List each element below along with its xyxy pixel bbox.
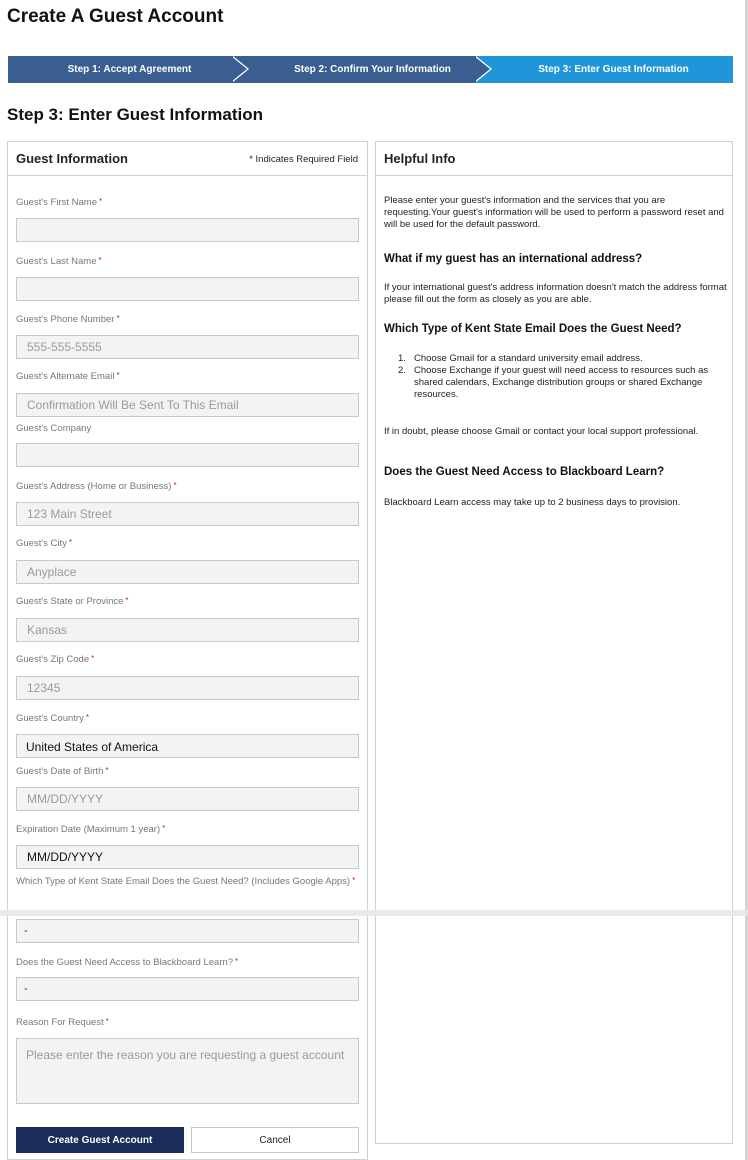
expiration-label: Expiration Date (Maximum 1 year) * — [16, 824, 166, 835]
first-name-input[interactable] — [16, 218, 359, 242]
reason-textarea[interactable] — [16, 1038, 359, 1104]
required-marker: * — [85, 713, 89, 722]
last-name-input[interactable] — [16, 277, 359, 301]
address-label: Guest's Address (Home or Business) * — [16, 481, 177, 492]
guest-information-panel — [7, 141, 368, 1160]
help-answer-blackboard: Blackboard Learn access may take up to 2 business days to provision. — [384, 497, 681, 508]
address-input[interactable] — [16, 502, 359, 526]
city-label: Guest's City * — [16, 538, 73, 549]
helpful-info-panel — [375, 141, 733, 1144]
helpful-info-header — [376, 142, 732, 176]
required-marker: * — [116, 314, 120, 323]
required-marker: * — [98, 256, 102, 265]
page-title: Create A Guest Account — [7, 6, 224, 27]
step-arrow-2 — [474, 56, 490, 82]
phone-label: Guest's Phone Number * — [16, 314, 120, 325]
state-label: Guest's State or Province * — [16, 596, 129, 607]
required-marker: * — [105, 1017, 109, 1026]
city-input[interactable] — [16, 560, 359, 584]
help-question-blackboard: Does the Guest Need Access to Blackboard Learn? — [384, 466, 665, 478]
expiration-input[interactable] — [16, 845, 359, 869]
step-progress-bar — [8, 56, 733, 83]
country-select[interactable]: United States of America — [16, 734, 359, 758]
create-guest-account-button[interactable]: Create Guest Account — [16, 1127, 184, 1153]
country-label: Guest's Country * — [16, 713, 89, 724]
company-label: Guest's Company — [16, 423, 92, 434]
step-arrow-1 — [231, 56, 247, 82]
dob-label: Guest's Date of Birth * — [16, 766, 109, 777]
required-field-note: * Indicates Required Field — [249, 154, 358, 165]
company-input[interactable] — [16, 443, 359, 467]
step-2 — [251, 56, 494, 83]
alt-email-label: Guest's Alternate Email * — [16, 371, 120, 382]
required-marker: * — [91, 654, 95, 663]
phone-input[interactable] — [16, 335, 359, 359]
help-answer-email-type: If in doubt, please choose Gmail or contact your local support professional. — [384, 426, 699, 437]
helpful-info-title: Helpful Info — [384, 151, 456, 166]
required-marker: * — [105, 766, 109, 775]
zip-input[interactable] — [16, 676, 359, 700]
step-2-label: Step 2: Confirm Your Information — [294, 64, 451, 75]
step-1-label: Step 1: Accept Agreement — [67, 64, 192, 75]
required-marker: * — [99, 197, 103, 206]
screenshot-seam — [0, 910, 748, 916]
blackboard-select[interactable]: - — [16, 977, 359, 1001]
help-answer-international: If your international guest's address information doesn't match the address format please fill out the form as closely as you are able. — [384, 282, 727, 306]
help-question-email-type: Which Type of Kent State Email Does the Guest Need? — [384, 323, 682, 335]
help-question-international: What if my guest has an international address? — [384, 253, 643, 265]
email-type-select[interactable]: - — [16, 919, 359, 943]
section-title: Step 3: Enter Guest Information — [7, 105, 263, 124]
step-3-label: Step 3: Enter Guest Information — [538, 64, 689, 75]
required-marker: * — [116, 371, 120, 380]
blackboard-label: Does the Guest Need Access to Blackboard Learn? * — [16, 957, 239, 968]
alt-email-input[interactable] — [16, 393, 359, 417]
first-name-label: Guest's First Name * — [16, 197, 103, 208]
required-marker: * — [235, 957, 239, 966]
required-marker: * — [125, 596, 129, 605]
dob-input[interactable] — [16, 787, 359, 811]
list-item: 2. Choose Exchange if your guest will need access to resources such as shared calendars, Exchange distribution groups or shared Exchange resources. — [398, 365, 709, 401]
cancel-button[interactable]: Cancel — [191, 1127, 359, 1153]
reason-label: Reason For Request * — [16, 1017, 109, 1028]
step-3-active — [494, 56, 733, 83]
help-email-type-list — [384, 353, 728, 402]
guest-information-title: Guest Information — [16, 151, 128, 166]
last-name-label: Guest's Last Name * — [16, 256, 102, 267]
list-item: 1. Choose Gmail for a standard university email address. — [398, 353, 643, 364]
helpful-info-intro: Please enter your guest's information and the services that you are requesting.Your guest's information will be used to perform a password reset and will be used for the default password. — [384, 195, 724, 231]
email-type-label: Which Type of Kent State Email Does the Guest Need? (Includes Google Apps) * — [16, 876, 356, 887]
required-marker: * — [162, 824, 166, 833]
required-marker: * — [173, 481, 177, 490]
required-marker: * — [352, 876, 356, 885]
zip-label: Guest's Zip Code * — [16, 654, 95, 665]
step-1 — [8, 56, 251, 83]
required-marker: * — [68, 538, 73, 547]
guest-information-header — [8, 142, 367, 176]
state-input[interactable] — [16, 618, 359, 642]
